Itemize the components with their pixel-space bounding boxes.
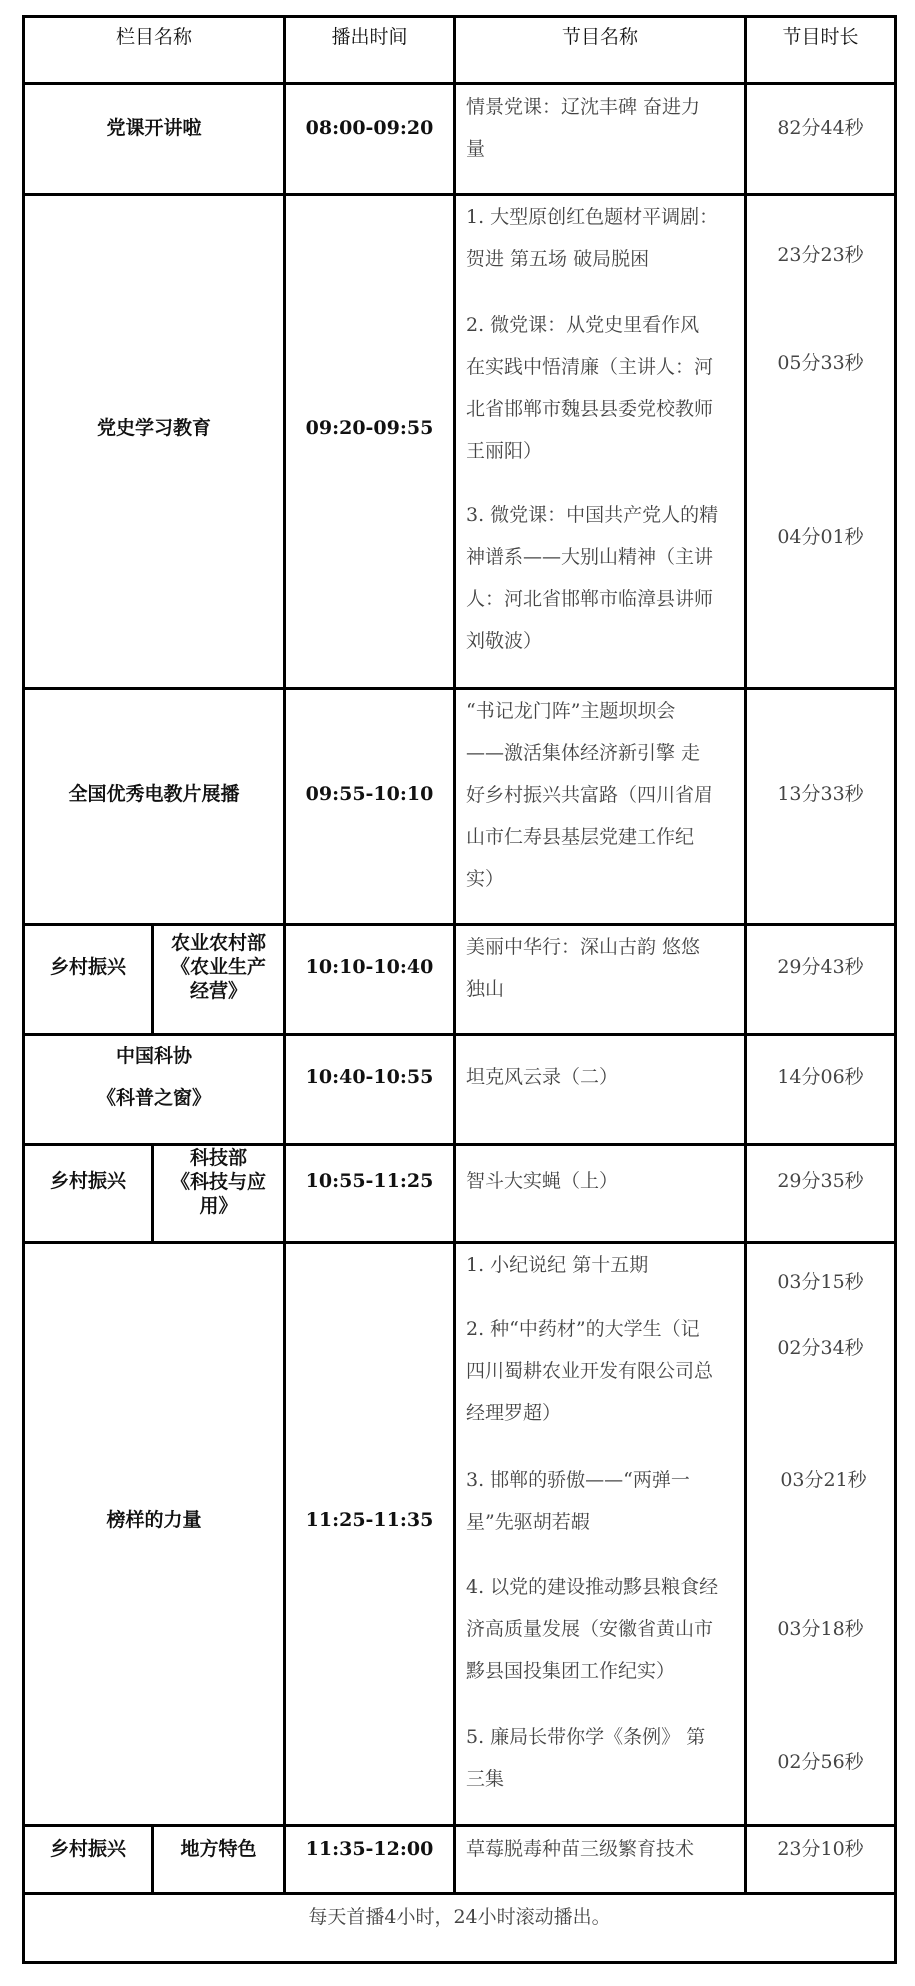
program-line: 山市仁寿县基层党建工作纪 [466,826,695,848]
program-line: 济高质量发展（安徽省黄山市 [466,1618,714,1640]
program-item [466,1308,713,1434]
table-row-program [453,1033,747,1146]
header-label: 播出时间 [331,26,408,48]
program-line: 量 [466,138,486,160]
table-row-program [453,923,747,1036]
header-duration [744,15,897,85]
table-row-time [283,923,456,1036]
header-program-name [453,15,747,85]
table-row-time [283,193,456,690]
footer-note: 每天首播4小时，24小时滚动播出。 [308,1906,611,1928]
program-line: 神谱系——大别山精神（主讲 [466,546,714,568]
table-row-column [22,1241,286,1827]
column-name: 乡村振兴 [49,1170,126,1192]
program-line: 1. 小纪说纪 第十五期 [466,1254,649,1276]
duration: 03分18秒 [777,1618,864,1640]
column-name: 党史学习教育 [96,417,211,439]
program-line: 三集 [466,1768,505,1790]
table-row-duration [744,1824,897,1895]
table-row-time [283,82,456,196]
program-item [466,1056,618,1098]
air-time: 08:00-09:20 [305,117,434,139]
program-line: 实） [466,868,505,890]
table-row-program [453,1241,747,1827]
table-row-column [22,193,286,690]
program-item [466,1566,718,1692]
program-line: 美丽中华行：深山古韵 悠悠 [466,936,701,958]
table-row-column [22,923,154,1036]
column-name: 党课开讲啦 [106,117,202,139]
program-line: 5. 廉局长带你学《条例》 第 [466,1726,706,1748]
subcolumn-line: 《农业生产 [170,956,266,978]
table-row-program [453,193,747,690]
column-name: 榜样的力量 [106,1509,202,1531]
program-item [466,1828,694,1870]
program-item [466,196,718,280]
program-line: 3. 微党课：中国共产党人的精 [466,504,719,526]
table-row-duration [744,687,897,926]
table-row-column [22,82,286,196]
duration: 03分15秒 [777,1271,864,1293]
table-row-time [283,687,456,926]
program-line: “书记龙门阵”主题坝坝会 [466,700,676,722]
column-subtitle: 《科普之窗》 [96,1087,211,1109]
program-line: 王丽阳） [466,440,543,462]
table-row-program [453,1143,747,1244]
air-time: 10:10-10:40 [305,956,434,978]
program-item [466,1160,618,1202]
program-line: 好乡村振兴共富路（四川省眉 [466,784,714,806]
table-row-duration [744,193,897,690]
table-footer [22,1892,897,1964]
table-row-duration [744,1143,897,1244]
duration: 03分21秒 [780,1469,867,1491]
subcolumn-name: 地方特色 [180,1838,257,1860]
subcolumn-line: 用》 [199,1195,238,1217]
program-line: 贺进 第五场 破局脱困 [466,248,650,270]
table-row-column [22,1824,154,1895]
table-row-program [453,1824,747,1895]
table-row-column [22,687,286,926]
table-row-time [283,1241,456,1827]
program-line: 坦克风云录（二） [466,1066,619,1088]
duration: 14分06秒 [777,1066,864,1088]
program-item [466,690,713,900]
program-line: 黟县国投集团工作纪实） [466,1660,676,1682]
duration: 02分34秒 [777,1337,864,1359]
table-row-subcolumn [151,923,286,1036]
program-line: 2. 微党课：从党史里看作风 [466,314,700,336]
air-time: 10:40-10:55 [305,1066,434,1088]
program-item [466,304,713,472]
table-row-time [283,1033,456,1146]
table-row-duration [744,1241,897,1827]
program-line: 2. 种“中药材”的大学生（记 [466,1318,700,1340]
column-name: 乡村振兴 [49,1838,126,1860]
program-line: 1. 大型原创红色题材平调剧： [466,206,719,228]
table-row-time [283,1143,456,1244]
duration: 02分56秒 [777,1751,864,1773]
subcolumn-name [154,931,283,1003]
duration: 04分01秒 [777,526,864,548]
program-line: 经理罗超） [466,1402,562,1424]
duration: 29分43秒 [777,956,864,978]
duration: 23分10秒 [777,1838,864,1860]
program-line: 人：河北省邯郸市临漳县讲师 [466,588,714,610]
program-item [466,1716,705,1800]
subcolumn-line: 《科技与应 [170,1171,266,1193]
table-row-duration [744,82,897,196]
table-row-program [453,82,747,196]
column-name: 全国优秀电教片展播 [68,783,240,805]
column-name: 乡村振兴 [49,956,126,978]
table-row-duration [744,923,897,1036]
air-time: 10:55-11:25 [305,1170,434,1192]
table-row-program [453,687,747,926]
subcolumn-line: 经营》 [189,980,247,1002]
program-line: 智斗大实蝇（上） [466,1170,619,1192]
program-item [466,1459,690,1543]
air-time: 09:20-09:55 [305,417,434,439]
air-time: 11:25-11:35 [305,1509,434,1531]
header-air-time [283,15,456,85]
program-line: 星”先驱胡若嘏 [466,1511,590,1533]
duration: 29分35秒 [777,1170,864,1192]
program-line: 刘敬波） [466,630,543,652]
program-line: 独山 [466,978,505,1000]
table-row-subcolumn [151,1824,286,1895]
duration: 05分33秒 [777,352,864,374]
table-row-time [283,1824,456,1895]
air-time: 09:55-10:10 [305,783,434,805]
program-line: 在实践中悟清廉（主讲人：河 [466,356,714,378]
duration: 23分23秒 [777,244,864,266]
table-row-column [22,1033,286,1146]
program-item [466,926,700,1010]
subcolumn-line: 农业农村部 [170,932,266,954]
program-line: 草莓脱毒种苗三级繁育技术 [466,1838,695,1860]
program-item [466,86,700,170]
table-row-subcolumn [151,1143,286,1244]
program-line: 北省邯郸市魏县县委党校教师 [466,398,714,420]
header-label: 节目时长 [782,26,859,48]
program-line: 3. 邯郸的骄傲——“两弹一 [466,1469,690,1491]
program-line: 情景党课：辽沈丰碑 奋进力 [466,96,701,118]
subcolumn-name [154,1146,283,1218]
program-item [466,494,718,662]
table-row-column [22,1143,154,1244]
header-label: 节目名称 [561,26,638,48]
subcolumn-line: 科技部 [189,1147,247,1169]
column-name: 中国科协 [115,1045,192,1067]
program-line: 4. 以党的建设推动黟县粮食经 [466,1576,719,1598]
duration: 13分33秒 [777,783,864,805]
header-column-name [22,15,286,85]
air-time: 11:35-12:00 [305,1838,434,1860]
program-line: 四川蜀耕农业开发有限公司总 [466,1360,714,1382]
table-row-duration [744,1033,897,1146]
header-label: 栏目名称 [115,26,192,48]
program-item [466,1244,648,1286]
duration: 82分44秒 [777,117,864,139]
program-line: ——激活集体经济新引擎 走 [466,742,701,764]
